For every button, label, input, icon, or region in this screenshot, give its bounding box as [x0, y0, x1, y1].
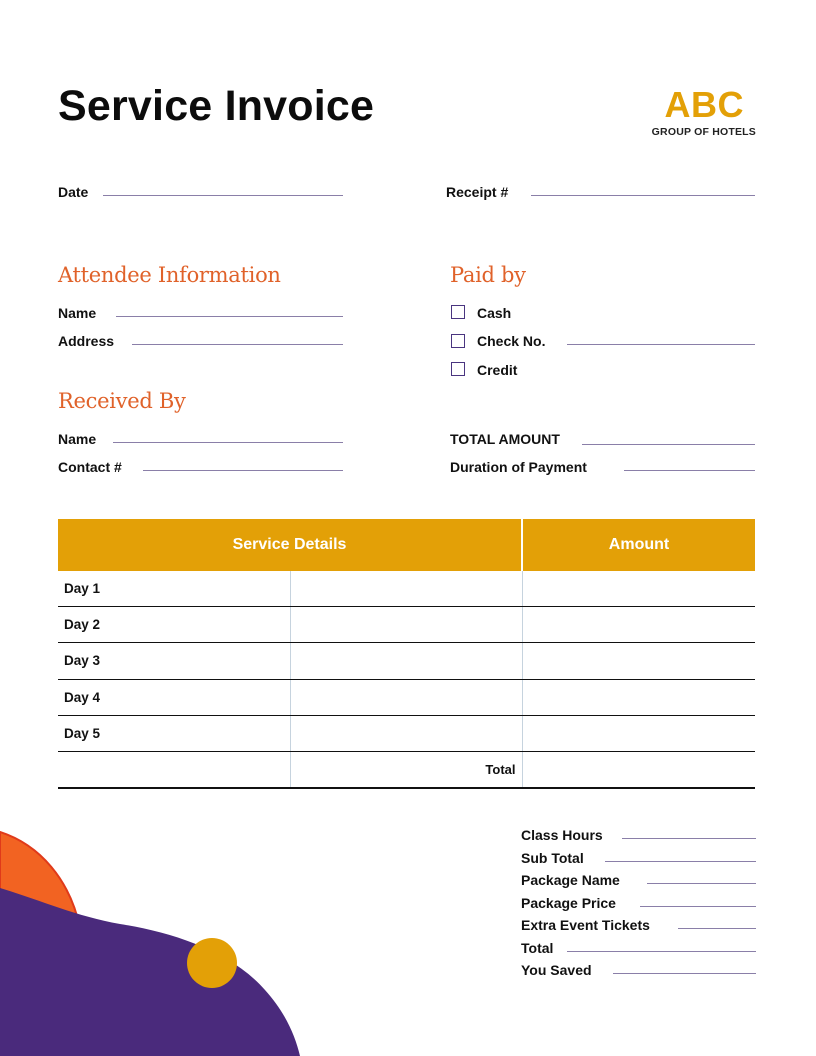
table-row — [58, 571, 755, 607]
logo-abc: ABC — [664, 84, 744, 125]
package-price-field[interactable] — [640, 906, 756, 907]
attendee-address-field[interactable] — [132, 344, 343, 345]
check-label: Check No. — [477, 333, 546, 349]
amount-cell[interactable] — [522, 607, 755, 643]
received-name-label: Name — [58, 431, 97, 447]
day-label: Day 2 — [58, 607, 290, 643]
receipt-label: Receipt # — [446, 184, 509, 200]
duration-label: Duration of Payment — [450, 459, 587, 475]
table-row — [58, 715, 755, 751]
date-field[interactable] — [103, 195, 343, 196]
empty-cell — [58, 751, 290, 788]
receipt-field[interactable] — [531, 195, 755, 196]
credit-checkbox[interactable] — [451, 362, 465, 376]
day-label: Day 1 — [58, 571, 290, 607]
received-name-field[interactable] — [113, 442, 343, 443]
class-hours-label: Class Hours — [521, 827, 603, 843]
amount-cell[interactable] — [522, 643, 755, 679]
check-checkbox[interactable] — [451, 334, 465, 348]
service-detail-cell[interactable] — [290, 607, 522, 643]
service-detail-cell[interactable] — [290, 679, 522, 715]
attendee-address-label: Address — [58, 333, 115, 349]
extra-event-tickets-label: Extra Event Tickets — [521, 917, 650, 933]
date-label: Date — [58, 184, 89, 200]
paid-by-section-title: Paid by — [450, 263, 526, 287]
total-label-cell — [290, 751, 522, 788]
attendee-name-field[interactable] — [116, 316, 343, 317]
amount-cell[interactable] — [522, 679, 755, 715]
you-saved-label: You Saved — [521, 962, 592, 978]
cash-label: Cash — [477, 305, 512, 321]
service-table — [58, 519, 755, 789]
amount-cell[interactable] — [522, 571, 755, 607]
table-total-row — [58, 751, 755, 788]
received-by-section-title: Received By — [58, 389, 186, 413]
page-title: Service Invoice — [58, 82, 375, 130]
table-row — [58, 607, 755, 643]
total-amount-cell[interactable] — [522, 751, 755, 788]
table-total-label: Total — [485, 762, 516, 778]
service-detail-cell[interactable] — [290, 715, 522, 751]
check-number-field[interactable] — [567, 344, 755, 345]
day-label: Day 3 — [58, 643, 290, 679]
gold-circle-shape — [187, 938, 237, 988]
decorative-shapes — [0, 800, 320, 1056]
table-row — [58, 643, 755, 679]
package-name-label: Package Name — [521, 872, 620, 888]
contact-field[interactable] — [143, 470, 343, 471]
extra-event-tickets-field[interactable] — [678, 928, 756, 929]
sub-total-label: Sub Total — [521, 850, 584, 866]
service-detail-cell[interactable] — [290, 571, 522, 607]
credit-label: Credit — [477, 362, 518, 378]
total-amount-field[interactable] — [582, 444, 755, 445]
day-label: Day 5 — [58, 715, 290, 751]
amount-header: Amount — [522, 519, 755, 571]
package-name-field[interactable] — [647, 883, 756, 884]
attendee-section-title: Attendee Information — [58, 263, 281, 287]
package-price-label: Package Price — [521, 895, 616, 911]
summary-total-field[interactable] — [567, 951, 756, 952]
service-details-header: Service Details — [58, 519, 522, 571]
duration-field[interactable] — [624, 470, 755, 471]
cash-checkbox[interactable] — [451, 305, 465, 319]
logo-subtitle: GROUP OF HOTELS — [651, 126, 756, 138]
purple-wave-shape — [0, 888, 300, 1056]
total-amount-label: TOTAL AMOUNT — [450, 431, 560, 447]
service-detail-cell[interactable] — [290, 643, 522, 679]
sub-total-field[interactable] — [605, 861, 756, 862]
day-label: Day 4 — [58, 679, 290, 715]
amount-cell[interactable] — [522, 715, 755, 751]
you-saved-field[interactable] — [613, 973, 756, 974]
attendee-name-label: Name — [58, 305, 97, 321]
table-row — [58, 679, 755, 715]
class-hours-field[interactable] — [622, 838, 756, 839]
contact-label: Contact # — [58, 459, 122, 475]
summary-total-label: Total — [521, 940, 554, 956]
